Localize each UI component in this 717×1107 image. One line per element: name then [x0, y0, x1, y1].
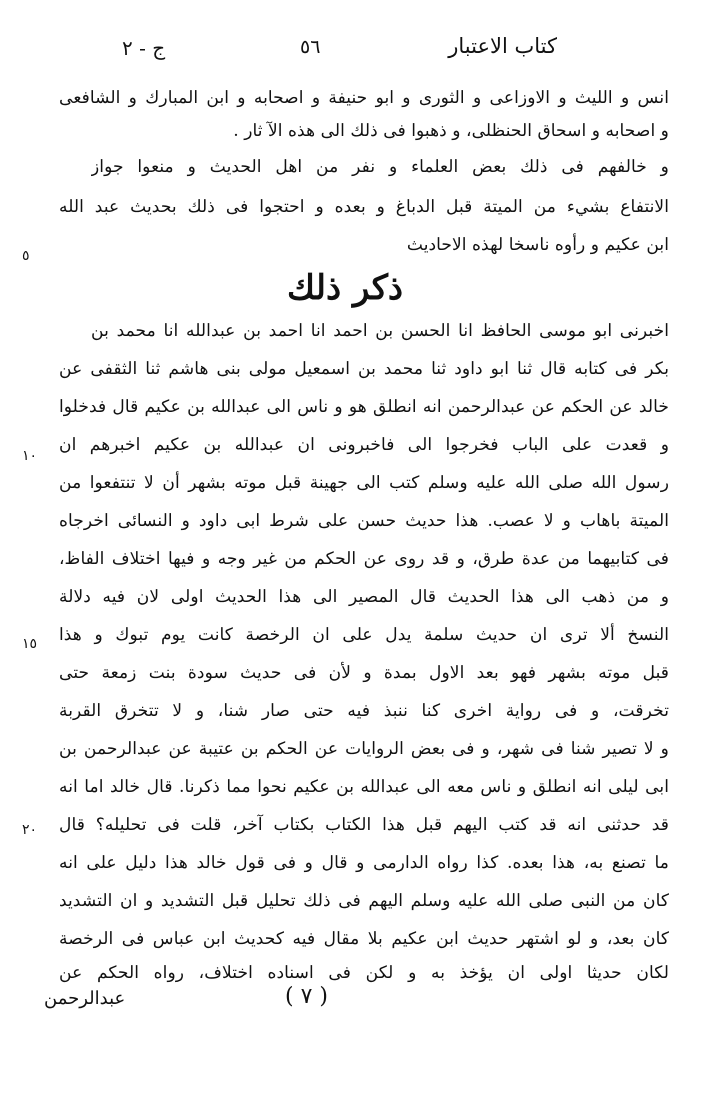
text-line: النسخ ألا ترى ان حديث سلمة يدل على ان الرخصة كانت يوم تبوك و هذا	[59, 625, 669, 645]
volume-number: ج - ٢	[122, 36, 166, 60]
text-line: خالد عن الحكم عن عبدالرحمن انه انطلق هو و ناس الى عبدالله بن عكيم قال فدخلوا	[59, 397, 669, 417]
margin-line-number: ٢٠	[22, 822, 38, 838]
text-line: بكر فى كتابه قال ثنا ابو داود ثنا محمد بن اسمعيل مولى بنى هاشم ثنا الثقفى عن	[59, 359, 669, 379]
text-line: انس و الليث و الاوزاعى و الثورى و ابو حنيفة و اصحابه و ابن المبارك و الشافعى	[59, 88, 669, 108]
text-line: و اصحابه و اسحاق الحنظلى، و ذهبوا فى ذلك الى هذه الآ ثار .	[233, 121, 669, 141]
text-line: الميتة باهاب و لا عصب. هذا حديث حسن على شرط ابى داود و النسائى اخرجاه	[59, 511, 669, 531]
text-line: الانتفاع بشيء من الميتة قبل الدباغ و بعده و احتجوا فى ذلك بحديث عبد الله	[59, 197, 669, 217]
text-line: تخرقت، و فى رواية اخرى كنا ننبذ فيه حتى صار شنا، و لا تتخرق القربة	[59, 701, 669, 721]
catchword: عبدالرحمن	[44, 988, 126, 1009]
text-line: ما تصنع به، هذا بعده. كذا رواه الدارمى و قال و فى قول خالد هذا دليل على انه	[59, 853, 669, 873]
text-line: اخبرنى ابو موسى الحافظ انا الحسن بن احمد انا احمد بن عبدالله انا محمد بن	[91, 321, 669, 341]
running-head-title: كتاب الاعتبار	[448, 34, 557, 58]
text-line: ابى ليلى انه انطلق و ناس معه الى عبدالله بن عكيم نحوا مما ذكرنا. قال خالد اما انه	[59, 777, 669, 797]
text-line: ابن عكيم و رأوه ناسخا لهذه الاحاديث	[406, 235, 669, 255]
text-line: رسول الله صلى الله عليه وسلم كتب الى جهينة قبل موته بشهر أن لا تنتفعوا من	[59, 473, 669, 493]
margin-line-number: ١٠	[22, 448, 38, 464]
text-line: لكان حديثا اولى ان يؤخذ به و لكن فى اسناده اختلاف، رواه الحكم عن	[59, 963, 669, 983]
section-heading: ذكر ذلك	[286, 268, 404, 308]
margin-line-number: ٥	[22, 248, 30, 264]
text-line: فى كتابيهما من عدة طرق، و قد روى عن الحكم من غير وجه و فيها اختلاف الفاظ،	[59, 549, 669, 569]
page-number: ٥٦	[300, 36, 321, 58]
text-line: و من ذهب الى هذا الحديث قال المصير الى هذا الحديث اولى لان فيه دلالة	[59, 587, 669, 607]
text-line: قبل موته بشهر فهو بعد الاول بمدة و لأن فى حديث سودة بنت زمعة حتى	[59, 663, 669, 683]
signature-mark: ( ٧ )	[285, 984, 328, 1009]
text-line: و خالفهم فى ذلك بعض العلماء و نفر من اهل الحديث و منعوا جواز	[91, 157, 669, 177]
text-line: كان من النبى صلى الله عليه وسلم اليهم فى ذلك تحليل قبل التشديد و ان التشديد	[59, 891, 669, 911]
text-line: و قعدت على الباب فخرجوا الى فاخبرونى ان عبدالله بن عكيم اخبرهم ان	[59, 435, 669, 455]
margin-line-number: ١٥	[22, 636, 38, 652]
text-line: و لا تصير شنا فى شهر، و فى بعض الروايات عن الحكم بن عتيبة عن عبدالرحمن بن	[59, 739, 669, 759]
text-line: قد حدثنى انه قد كتب اليهم قبل هذا الكتاب بكتاب آخر، قلت فى تحليله؟ قال	[59, 815, 669, 835]
text-line: كان بعد، و لو اشتهر حديث ابن عكيم بلا مقال فيه كحديث ابن عباس فى الرخصة	[59, 929, 669, 949]
